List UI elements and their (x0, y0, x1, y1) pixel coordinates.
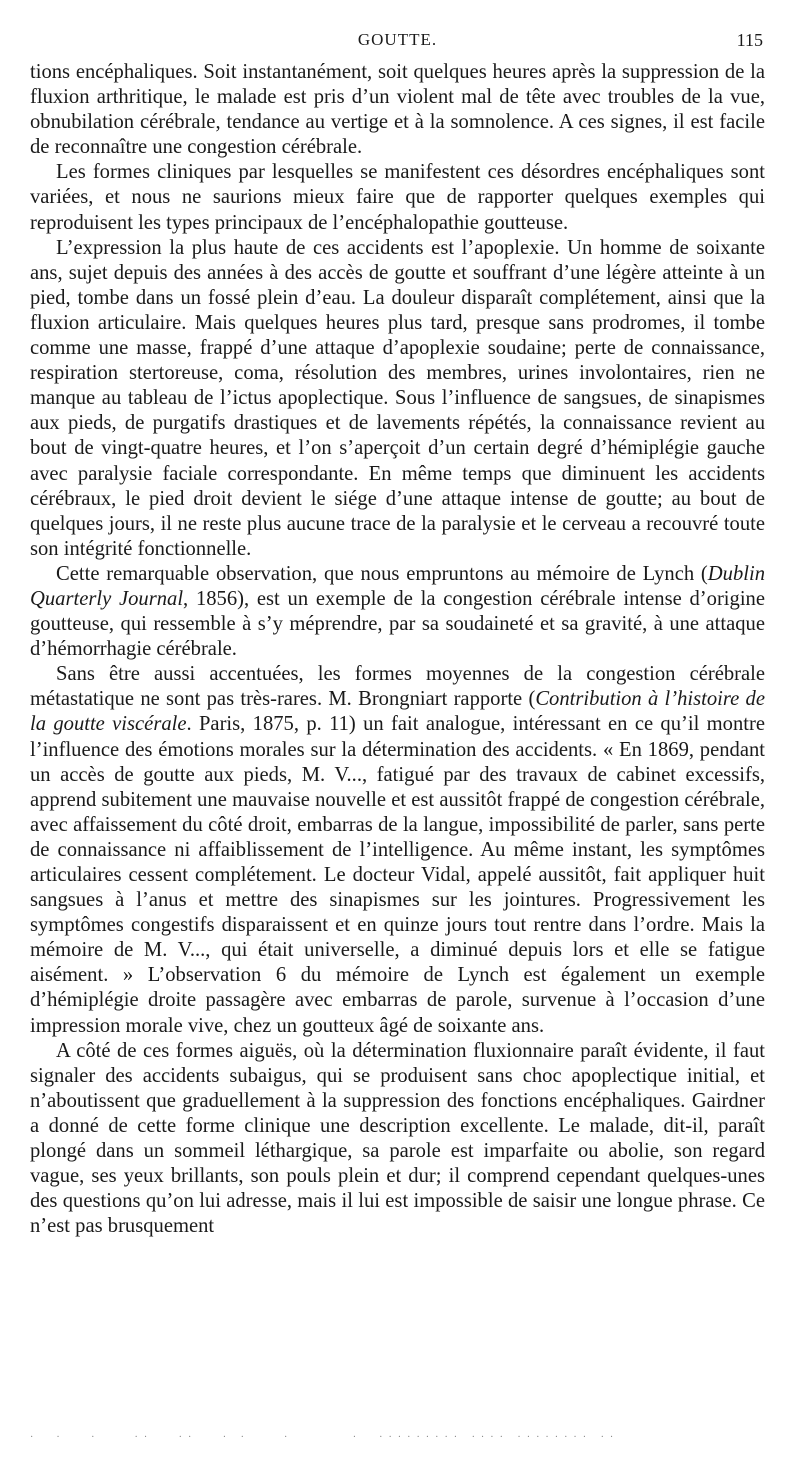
paragraph-text: . Paris, 1875, p. 11) un fait analogue, intéressant en ce qu’il montre l’influence des émotions morales sur la détermination des accidents. « En 1869, pendant un accès de goutte aux pieds, M. V..., fatigué par des travaux de cabinet excessifs, apprend subitement une mauvaise nouvelle et est aussitôt frappé de congestion cérébrale, avec affaissement du côté droit, embarras de la langue, impossibilité de parler, sans perte de connaissance ni affaiblissement de l’intelligence. Au même instant, les symptômes articulaires cessent complétement. Le docteur Vidal, appelé aussitôt, fait appliquer huit sangsues à l’anus et mettre des sinapismes sur les jointures. Progressivement les symptômes congestifs disparaissent et en quinze jours tout rentre dans l’ordre. Mais la mémoire de M. V..., qui était universelle, a diminué depuis lors et elle se fatigue aisément. » L’observation 6 du mémoire de Lynch est également un exemple d’hémiplégie droite passagère avec embarras de parole, survenue à l’occasion d’une impression morale vive, chez un goutteux âgé de soixante ans. (30, 713, 765, 1037)
paragraph (30, 562, 765, 662)
running-header (30, 30, 765, 60)
paragraph-text: A côté de ces formes aiguës, où la détermination fluxionnaire paraît évidente, il faut signaler des accidents subaigus, qui se produisent sans choc apoplectique initial, et n’aboutissent que graduellement à la suppression des fonctions encéphaliques. Gairdner a donné de cette forme clinique une description excellente. Le malade, dit-il, paraît plongé dans un sommeil léthargique, sa parole est imparfaite ou abolie, son regard vague, ses yeux brillants, son pouls plein et dur; il comprend cependant quelques-unes des questions qu’on lui adresse, mais il lui est impossible de saisir une longue phrase. Ce n’est pas brusquement (30, 1039, 765, 1238)
italic-citation: Contribution à l’histoire de la goutte viscérale (30, 688, 765, 736)
running-title: GOUTTE. (357, 30, 438, 49)
paragraph (30, 1039, 765, 1240)
paragraph-text: Sans être aussi accentuées, les formes moyennes de la congestion cérébrale métastatique ne sont pas très-rares. M. Brongniart rapporte ( (30, 663, 765, 711)
paragraph (30, 662, 765, 1038)
page-footer-noise: · · · ·· ·· · · · · ········· ···· ········ ·· (30, 1432, 620, 1440)
paragraph-text: tions encéphaliques. Soit instantanément, soit quelques heures après la suppression de la fluxion arthritique, le malade est pris d’un violent mal de tête avec troubles de la vue, obnubilation cérébrale, tendance au vertige et à la somnolence. A ces signes, il est facile de reconnaître une congestion cérébrale. (30, 61, 765, 159)
paragraph-text: Les formes cliniques par lesquelles se manifestent ces désordres encéphaliques sont variées, et nous ne saurions mieux faire que de rapporter quelques exemples qui reproduisent les types principaux de l’encéphalopathie goutteuse. (30, 161, 765, 234)
paragraph (30, 236, 765, 562)
paragraph-text: L’expression la plus haute de ces accidents est l’apoplexie. Un homme de soixante ans, sujet depuis des années à des accès de goutte et souffrant d’une légère atteinte à un pied, tombe dans un fossé plein d’eau. La douleur disparaît complétement, ainsi que la fluxion articulaire. Mais quelques heures plus tard, presque sans prodromes, il tombe comme une masse, frappé d’une attaque d’apoplexie soudaine; perte de connaissance, respiration stertoreuse, coma, résolution des membres, urines involontaires, rien ne manque au tableau de l’ictus apoplectique. Sous l’influence de sangsues, de sinapismes aux pieds, de purgatifs drastiques et de lavements répétés, la connaissance revient au bout de vingt-quatre heures, et l’on s’aperçoit d’un certain degré d’hémiplégie gauche avec paralysie faciale correspondante. En même temps que diminuent les accidents cérébraux, le pied droit devient le siége d’une attaque intense de goutte; au bout de quelques jours, il ne reste plus aucune trace de la paralysie et le cerveau a recouvré toute son intégrité fonctionnelle. (30, 236, 765, 560)
paragraph-text: , 1856), est un exemple de la congestion cérébrale intense d’origine goutteuse, qui ressemble à s’y méprendre, par sa soudaineté et sa gravité, à une attaque d’hémorrhagie cérébrale. (30, 587, 765, 661)
paragraph (30, 160, 765, 235)
book-page (30, 30, 765, 1239)
page-number: 115 (736, 30, 763, 50)
body-text (30, 60, 765, 1239)
italic-citation: Dublin Quarterly Journal (30, 562, 765, 610)
paragraph-text: Cette remarquable observation, que nous empruntons au mémoire de Lynch ( (56, 562, 708, 585)
paragraph (30, 60, 765, 160)
